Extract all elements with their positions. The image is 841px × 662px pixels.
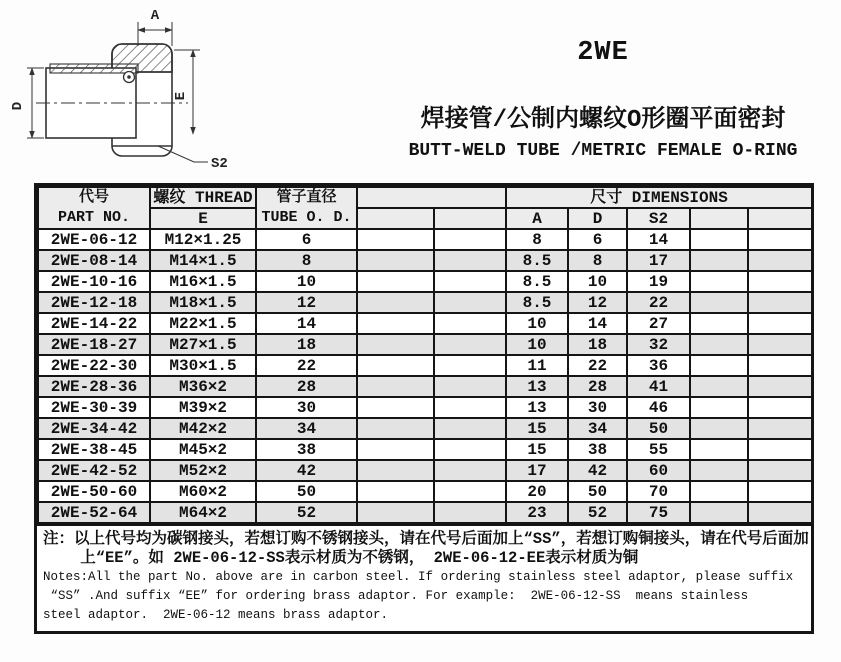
cell-blank <box>690 418 748 439</box>
col-header-tube-od <box>256 187 357 229</box>
cell-blank <box>748 376 812 397</box>
cell-blank <box>434 397 506 418</box>
cell-dim-a: 23 <box>506 502 568 523</box>
cell-blank <box>690 376 748 397</box>
cell-blank <box>434 481 506 502</box>
cell-blank <box>434 334 506 355</box>
cell-dim-a: 15 <box>506 439 568 460</box>
cell-dim-s2: 14 <box>627 229 690 250</box>
cell-thread: M27×1.5 <box>150 334 256 355</box>
col-header-dim-d: D <box>568 208 627 229</box>
table-row <box>38 376 812 397</box>
header-row-1 <box>38 187 812 208</box>
col-header-blank <box>748 208 812 229</box>
col-header-blank <box>690 208 748 229</box>
cell-blank <box>357 376 434 397</box>
cell-dim-a: 8.5 <box>506 292 568 313</box>
cell-dim-d: 22 <box>568 355 627 376</box>
cell-dim-s2: 22 <box>627 292 690 313</box>
subtitle-english: BUTT-WELD TUBE /METRIC FEMALE O-RING <box>408 141 798 161</box>
cell-part-no: 2WE-52-64 <box>38 502 150 523</box>
cell-blank <box>357 397 434 418</box>
cell-thread: M42×2 <box>150 418 256 439</box>
cell-dim-d: 28 <box>568 376 627 397</box>
cell-thread: M36×2 <box>150 376 256 397</box>
cell-blank <box>357 460 434 481</box>
cell-blank <box>690 439 748 460</box>
cell-blank <box>357 250 434 271</box>
table-row <box>38 439 812 460</box>
cell-blank <box>690 271 748 292</box>
cell-blank <box>748 502 812 523</box>
cell-tube-od: 50 <box>256 481 357 502</box>
cell-blank <box>434 355 506 376</box>
header-row-2 <box>38 208 812 229</box>
cell-tube-od: 18 <box>256 334 357 355</box>
cell-blank <box>748 334 812 355</box>
col-header-tube-od-en: TUBE O. D. <box>261 209 352 226</box>
cell-blank <box>357 334 434 355</box>
cell-tube-od: 52 <box>256 502 357 523</box>
cell-blank <box>748 397 812 418</box>
cell-blank <box>690 292 748 313</box>
note-line-en-1: Notes:All the part No. above are in carbon steel. If ordering stainless steel adaptor, please suffix <box>43 570 794 584</box>
cell-part-no: 2WE-08-14 <box>38 250 150 271</box>
table-row <box>38 313 812 334</box>
cell-dim-s2: 17 <box>627 250 690 271</box>
note-line-en-2: “SS” .And suffix “EE” for ordering brass adaptor. For example: 2WE-06-12-SS means stainless <box>43 589 749 603</box>
cell-blank <box>748 250 812 271</box>
series-code: 2WE <box>577 38 629 68</box>
col-header-dim-s2: S2 <box>627 208 690 229</box>
cell-part-no: 2WE-28-36 <box>38 376 150 397</box>
cell-part-no: 2WE-34-42 <box>38 418 150 439</box>
cell-part-no: 2WE-18-27 <box>38 334 150 355</box>
cell-blank <box>434 418 506 439</box>
cell-dim-d: 6 <box>568 229 627 250</box>
cell-blank <box>357 439 434 460</box>
cell-dim-a: 11 <box>506 355 568 376</box>
cell-dim-a: 15 <box>506 418 568 439</box>
cell-dim-d: 34 <box>568 418 627 439</box>
cell-blank <box>434 271 506 292</box>
cell-tube-od: 30 <box>256 397 357 418</box>
cell-part-no: 2WE-06-12 <box>38 229 150 250</box>
cell-thread: M22×1.5 <box>150 313 256 334</box>
cell-dim-d: 38 <box>568 439 627 460</box>
cell-dim-a: 8 <box>506 229 568 250</box>
cell-part-no: 2WE-38-45 <box>38 439 150 460</box>
cell-dim-d: 42 <box>568 460 627 481</box>
cell-dim-s2: 19 <box>627 271 690 292</box>
cell-blank <box>748 229 812 250</box>
cell-dim-a: 8.5 <box>506 271 568 292</box>
col-header-dimensions-group: 尺寸 DIMENSIONS <box>506 187 812 208</box>
cell-dim-a: 13 <box>506 376 568 397</box>
cell-dim-d: 30 <box>568 397 627 418</box>
table-row <box>38 355 812 376</box>
cell-blank <box>690 397 748 418</box>
cell-dim-d: 8 <box>568 250 627 271</box>
cell-blank <box>434 313 506 334</box>
cell-blank <box>748 271 812 292</box>
cell-blank <box>690 502 748 523</box>
cell-thread: M52×2 <box>150 460 256 481</box>
spec-table-header <box>38 187 812 229</box>
cell-blank <box>357 271 434 292</box>
cell-dim-s2: 41 <box>627 376 690 397</box>
cell-tube-od: 28 <box>256 376 357 397</box>
col-header-blank-group <box>357 187 506 208</box>
cell-dim-d: 14 <box>568 313 627 334</box>
table-row <box>38 229 812 250</box>
cell-part-no: 2WE-30-39 <box>38 397 150 418</box>
dim-label-d: D <box>10 101 26 111</box>
spec-table-body <box>38 229 812 523</box>
cell-blank <box>357 355 434 376</box>
table-row <box>38 250 812 271</box>
cell-blank <box>357 229 434 250</box>
cell-thread: M39×2 <box>150 397 256 418</box>
table-row <box>38 292 812 313</box>
spec-table <box>37 186 813 524</box>
cell-dim-d: 18 <box>568 334 627 355</box>
table-row <box>38 334 812 355</box>
note-line-cn-2: 上“EE”。如 2WE-06-12-SS表示材质为不锈钢， 2WE-06-12-EE表示材质为铜 <box>43 549 639 567</box>
col-header-thread: 螺纹 THREAD <box>150 187 256 208</box>
table-row <box>38 460 812 481</box>
notes-box <box>37 524 811 631</box>
dim-label-e: E <box>173 91 189 101</box>
table-row <box>38 481 812 502</box>
col-header-part-no-cn: 代号 <box>78 189 109 206</box>
cell-thread: M45×2 <box>150 439 256 460</box>
cell-blank <box>748 460 812 481</box>
col-header-tube-od-cn: 管子直径 <box>276 189 337 206</box>
cell-thread: M18×1.5 <box>150 292 256 313</box>
cell-tube-od: 8 <box>256 250 357 271</box>
cell-dim-a: 8.5 <box>506 250 568 271</box>
cell-dim-s2: 75 <box>627 502 690 523</box>
cell-tube-od: 38 <box>256 439 357 460</box>
cell-dim-a: 10 <box>506 334 568 355</box>
cell-blank <box>748 292 812 313</box>
cell-blank <box>748 355 812 376</box>
cell-part-no: 2WE-22-30 <box>38 355 150 376</box>
col-header-part-no-en: PART NO. <box>57 209 130 226</box>
dimension-a <box>138 22 172 46</box>
cell-thread: M16×1.5 <box>150 271 256 292</box>
cell-part-no: 2WE-12-18 <box>38 292 150 313</box>
col-header-blank <box>434 208 506 229</box>
cell-dim-s2: 27 <box>627 313 690 334</box>
cell-dim-s2: 70 <box>627 481 690 502</box>
cell-dim-s2: 55 <box>627 439 690 460</box>
cell-blank <box>748 439 812 460</box>
cell-blank <box>690 481 748 502</box>
cell-dim-s2: 46 <box>627 397 690 418</box>
cell-dim-a: 17 <box>506 460 568 481</box>
subtitle-chinese: 焊接管/公制内螺纹O形圈平面密封 <box>420 107 786 134</box>
cell-dim-s2: 32 <box>627 334 690 355</box>
col-header-thread-e: E <box>150 208 256 229</box>
cell-tube-od: 34 <box>256 418 357 439</box>
cell-tube-od: 42 <box>256 460 357 481</box>
cell-tube-od: 10 <box>256 271 357 292</box>
col-header-dim-a: A <box>506 208 568 229</box>
cell-blank <box>357 502 434 523</box>
dim-label-s2: S2 <box>211 156 228 172</box>
cell-part-no: 2WE-50-60 <box>38 481 150 502</box>
spec-table-container <box>34 183 814 634</box>
cell-tube-od: 6 <box>256 229 357 250</box>
cell-dim-a: 13 <box>506 397 568 418</box>
cell-blank <box>434 439 506 460</box>
cell-blank <box>690 313 748 334</box>
cell-tube-od: 12 <box>256 292 357 313</box>
cell-blank <box>357 418 434 439</box>
table-row <box>38 418 812 439</box>
cell-blank <box>434 376 506 397</box>
cell-thread: M64×2 <box>150 502 256 523</box>
cell-part-no: 2WE-42-52 <box>38 460 150 481</box>
cell-blank <box>434 460 506 481</box>
cell-dim-d: 52 <box>568 502 627 523</box>
col-header-part-no <box>38 187 150 229</box>
cell-blank <box>434 229 506 250</box>
cell-blank <box>357 313 434 334</box>
note-line-en-3: steel adaptor. 2WE-06-12 means brass adaptor. <box>43 608 389 622</box>
cell-thread: M60×2 <box>150 481 256 502</box>
cell-part-no: 2WE-14-22 <box>38 313 150 334</box>
cell-blank <box>690 229 748 250</box>
cell-dim-d: 12 <box>568 292 627 313</box>
cell-thread: M14×1.5 <box>150 250 256 271</box>
cell-blank <box>690 460 748 481</box>
cell-blank <box>357 481 434 502</box>
tube-outline <box>46 64 138 138</box>
cell-blank <box>690 250 748 271</box>
cell-blank <box>434 292 506 313</box>
table-row <box>38 397 812 418</box>
cell-dim-a: 10 <box>506 313 568 334</box>
cell-tube-od: 22 <box>256 355 357 376</box>
cell-blank <box>748 418 812 439</box>
cell-dim-s2: 36 <box>627 355 690 376</box>
cell-thread: M30×1.5 <box>150 355 256 376</box>
cell-thread: M12×1.25 <box>150 229 256 250</box>
title-block <box>372 38 834 161</box>
fitting-technical-drawing <box>8 6 258 180</box>
table-row <box>38 271 812 292</box>
cell-blank <box>748 313 812 334</box>
cell-blank <box>690 355 748 376</box>
cell-dim-s2: 60 <box>627 460 690 481</box>
cell-tube-od: 14 <box>256 313 357 334</box>
cell-dim-a: 20 <box>506 481 568 502</box>
col-header-blank <box>357 208 434 229</box>
cell-dim-d: 10 <box>568 271 627 292</box>
cell-part-no: 2WE-10-16 <box>38 271 150 292</box>
cell-blank <box>748 481 812 502</box>
cell-blank <box>357 292 434 313</box>
cell-blank <box>434 250 506 271</box>
cell-blank <box>434 502 506 523</box>
cell-blank <box>690 334 748 355</box>
cell-dim-s2: 50 <box>627 418 690 439</box>
cell-dim-d: 50 <box>568 481 627 502</box>
note-line-cn-1: 注：以上代号均为碳钢接头，若想订购不锈钢接头，请在代号后面加上“SS”，若想订购铜接头，请在代号后面加 <box>43 530 809 548</box>
table-row <box>38 502 812 523</box>
dim-label-a: A <box>150 8 160 24</box>
